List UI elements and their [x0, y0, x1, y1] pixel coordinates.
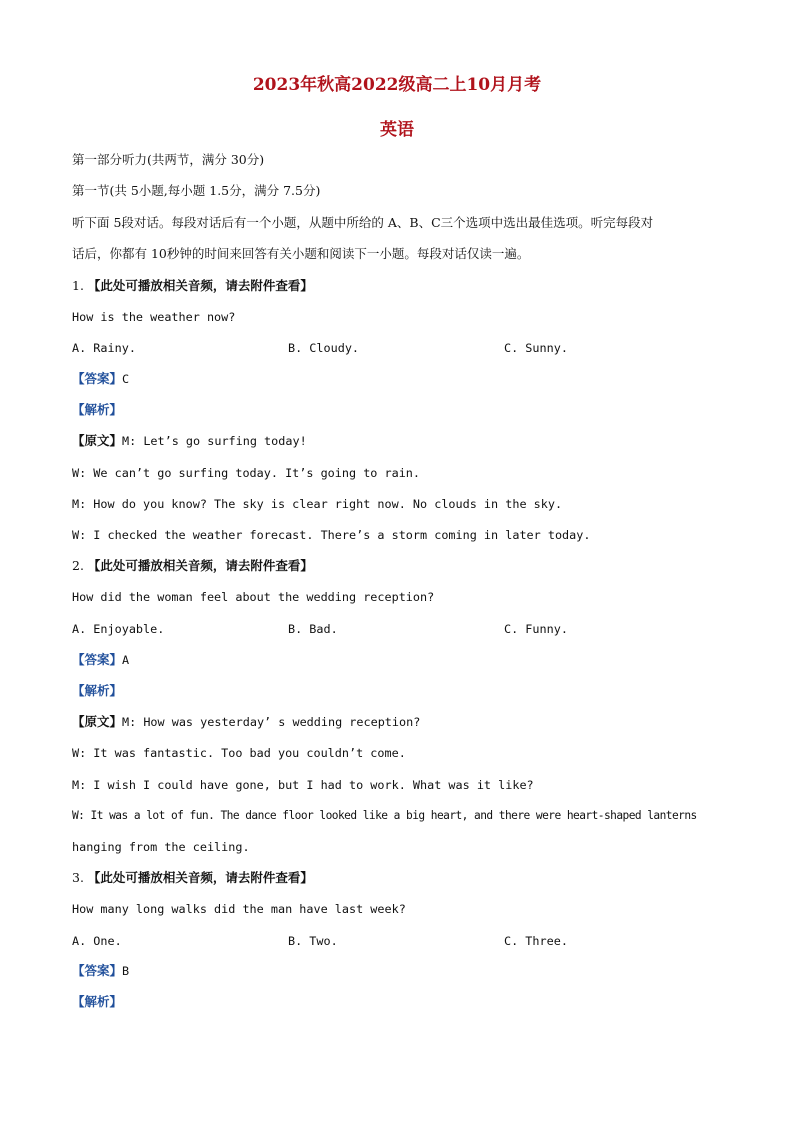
question-2-prompt: How did the woman feel about the wedding reception?	[72, 590, 435, 604]
part-heading: 第一部分听力(共两节，满分 30分)	[72, 152, 265, 167]
transcript-text: M: How was yesterday’ s wedding reception?	[122, 715, 421, 729]
question-number: 2.	[72, 558, 84, 573]
question-number: 1.	[72, 278, 84, 293]
question-3-analysis	[72, 994, 122, 1010]
answer-value: B	[122, 964, 130, 978]
question-1-option-a: A. Rainy.	[72, 341, 136, 355]
question-1-transcript-line-3: M: How do you know? The sky is clear right now. No clouds in the sky.	[72, 497, 563, 511]
question-2-transcript-line-4: W: It was a lot of fun. The dance floor looked like a big heart, and there were heart-shaped lanterns	[72, 809, 697, 822]
question-1-prompt: How is the weather now?	[72, 310, 236, 324]
analysis-label: 【解析】	[72, 402, 123, 417]
question-3-option-b: B. Two.	[288, 934, 338, 948]
question-1-option-b: B. Cloudy.	[288, 341, 360, 355]
answer-label: 【答案】	[72, 652, 123, 667]
answer-label: 【答案】	[72, 371, 123, 386]
question-1-answer	[72, 371, 129, 387]
exam-title: 2023年秋高2022级高二上10月月考	[252, 75, 542, 95]
original-label: 【原文】	[72, 714, 123, 729]
question-2-transcript-line-5: hanging from the ceiling.	[72, 840, 250, 854]
question-2-option-a: A. Enjoyable.	[72, 622, 165, 636]
question-1-transcript-line-2: W: We can’t go surfing today. It’s going to rain.	[72, 466, 421, 480]
question-1-transcript-line-4: W: I checked the weather forecast. There’s a storm coming in later today.	[72, 528, 591, 542]
question-2-option-c: C. Funny.	[504, 622, 568, 636]
question-1-heading	[72, 278, 313, 294]
question-1-option-c: C. Sunny.	[504, 341, 568, 355]
question-2-analysis	[72, 683, 122, 699]
original-label: 【原文】	[72, 433, 123, 448]
section-heading: 第一节(共 5小题,每小题 1.5分，满分 7.5分)	[72, 183, 321, 198]
question-2-option-b: B. Bad.	[288, 622, 338, 636]
question-3-option-a: A. One.	[72, 934, 122, 948]
transcript-text: M: Let’s go surfing today!	[122, 434, 307, 448]
question-3-prompt: How many long walks did the man have last week?	[72, 902, 406, 916]
question-2-transcript-line-3: M: I wish I could have gone, but I had to work. What was it like?	[72, 778, 534, 792]
question-1-transcript-line-1	[72, 433, 307, 449]
question-3-heading	[72, 870, 313, 886]
question-number: 3.	[72, 870, 84, 885]
question-2-transcript-line-2: W: It was fantastic. Too bad you couldn’t come.	[72, 746, 406, 760]
question-1-analysis	[72, 402, 122, 418]
audio-note[interactable]: 【此处可播放相关音频，请去附件查看】	[87, 558, 313, 573]
answer-value: A	[122, 653, 130, 667]
audio-note[interactable]: 【此处可播放相关音频，请去附件查看】	[87, 870, 313, 885]
instruction-line-1: 听下面 5段对话。每段对话后有一个小题，从题中所给的 A、B、C三个选项中选出最佳选项。听完每段对	[72, 215, 654, 230]
question-2-transcript-line-1	[72, 714, 420, 730]
analysis-label: 【解析】	[72, 994, 123, 1009]
answer-label: 【答案】	[72, 963, 123, 978]
instruction-line-2: 话后，你都有 10秒钟的时间来回答有关小题和阅读下一小题。每段对话仅读一遍。	[72, 246, 530, 261]
answer-value: C	[122, 372, 130, 386]
question-3-option-c: C. Three.	[504, 934, 568, 948]
subject-title: 英语	[380, 120, 414, 140]
audio-note[interactable]: 【此处可播放相关音频，请去附件查看】	[87, 278, 313, 293]
question-3-answer	[72, 963, 129, 979]
analysis-label: 【解析】	[72, 683, 123, 698]
question-2-heading	[72, 558, 313, 574]
question-2-answer	[72, 652, 129, 668]
